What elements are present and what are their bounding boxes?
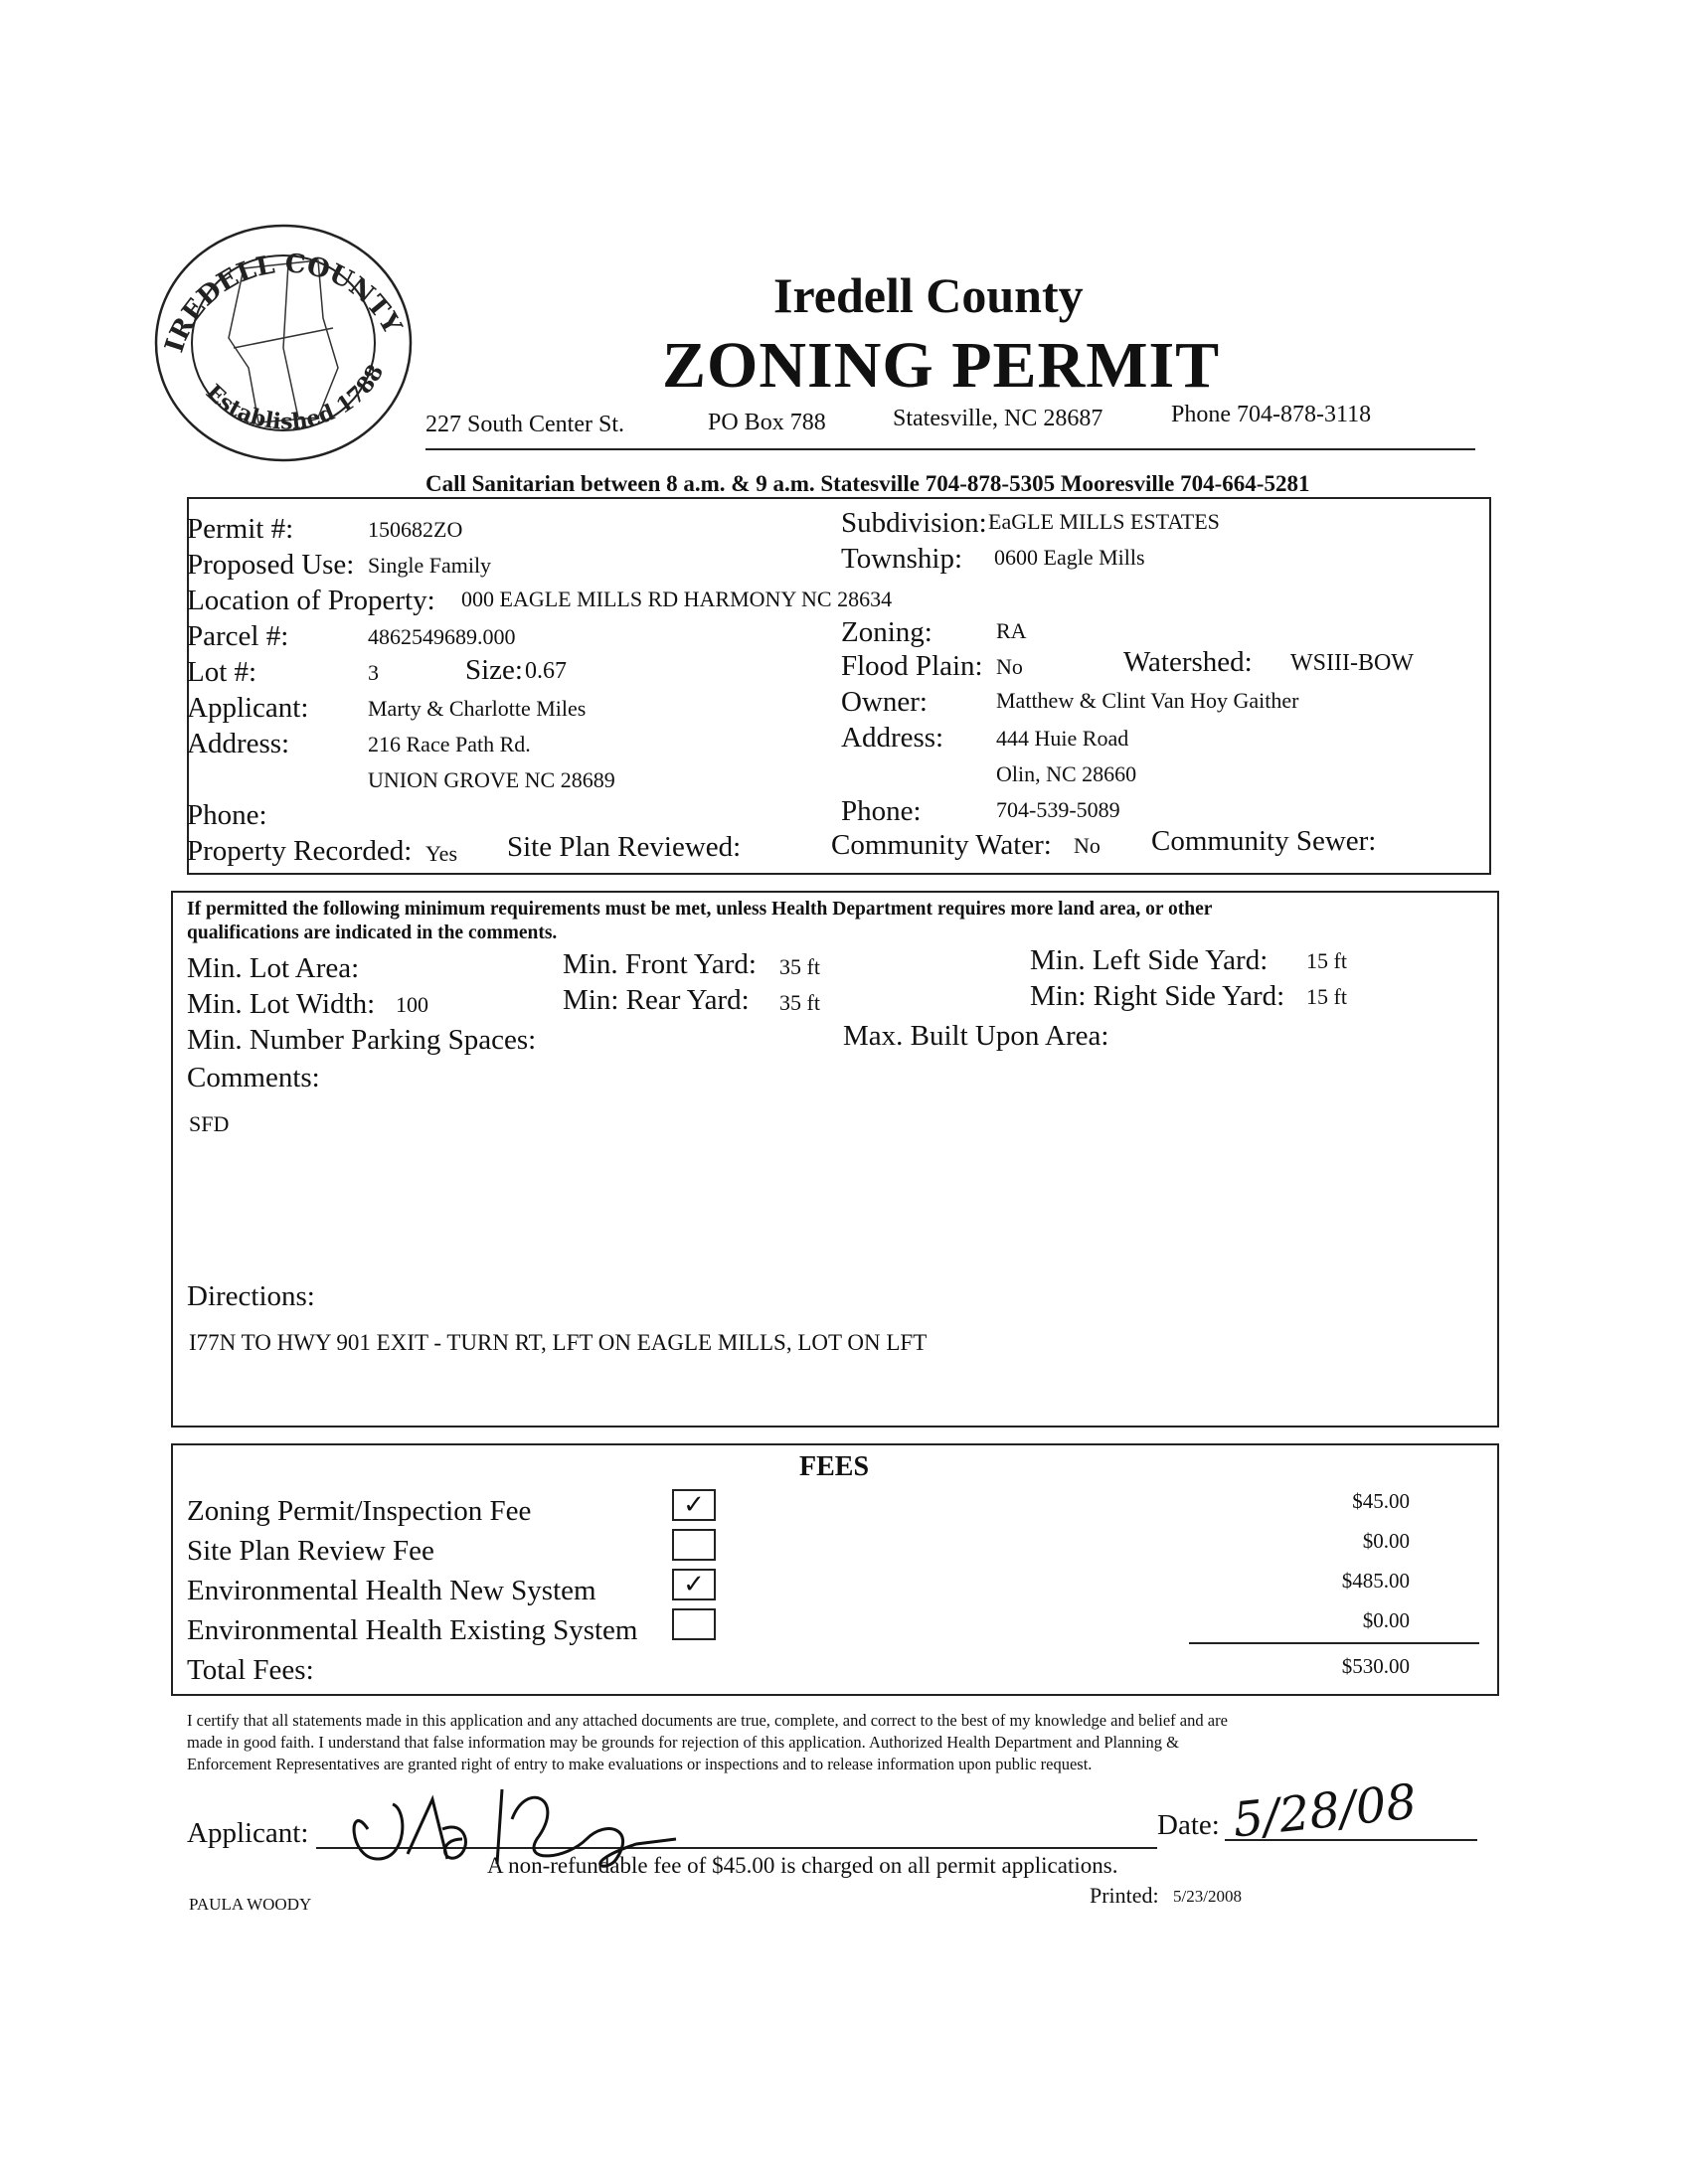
min-parking-label: Min. Number Parking Spaces: xyxy=(187,1024,537,1056)
zoning-label: Zoning: xyxy=(841,616,932,648)
min-front-yard-label: Min. Front Yard: xyxy=(563,948,757,980)
header-rule xyxy=(425,448,1475,450)
community-water-value: No xyxy=(1074,833,1101,858)
proposed-use-label: Proposed Use: xyxy=(187,549,355,581)
permit-number-value: 150682ZO xyxy=(368,517,463,542)
lot-value: 3 xyxy=(368,660,379,685)
fee-label: Environmental Health New System xyxy=(187,1575,596,1606)
min-right-side-yard-label: Min: Right Side Yard: xyxy=(1030,980,1285,1012)
applicant-phone-label: Phone: xyxy=(187,799,267,831)
owner-value: Matthew & Clint Van Hoy Gaither xyxy=(996,688,1299,713)
directions-value: I77N TO HWY 901 EXIT - TURN RT, LFT ON EAGLE MILLS, LOT ON LFT xyxy=(189,1330,928,1355)
total-fees-label: Total Fees: xyxy=(187,1654,314,1686)
applicant-address-line2: UNION GROVE NC 28689 xyxy=(368,767,615,792)
flood-plain-label: Flood Plain: xyxy=(841,650,983,682)
min-rear-yard-label: Min: Rear Yard: xyxy=(563,984,750,1016)
directions-label: Directions: xyxy=(187,1280,315,1312)
watershed-value: WSIII-BOW xyxy=(1290,650,1414,676)
comments-value: SFD xyxy=(189,1111,230,1136)
permit-number-label: Permit #: xyxy=(187,513,294,545)
office-phone: Phone 704-878-3118 xyxy=(1171,402,1372,427)
owner-address-line2: Olin, NC 28660 xyxy=(996,761,1137,786)
size-label: Size: xyxy=(465,654,523,686)
min-lot-area-label: Min. Lot Area: xyxy=(187,952,360,984)
fee-checkbox[interactable]: ✓ xyxy=(672,1489,716,1521)
page-title: ZONING PERMIT xyxy=(662,329,1221,402)
non-refundable-note: A non-refundable fee of $45.00 is charged on all permit applications. xyxy=(487,1853,1118,1878)
certification-line-3: Enforcement Representatives are granted right of entry to make evaluations or inspections and to release information upon public request. xyxy=(187,1755,1093,1773)
community-water-label: Community Water: xyxy=(831,829,1052,861)
subdivision-value: EaGLE MILLS ESTATES xyxy=(988,509,1220,534)
date-handwritten: 5/28/08 xyxy=(1230,1773,1420,1849)
owner-phone-value: 704-539-5089 xyxy=(996,797,1120,822)
clerk-name: PAULA WOODY xyxy=(189,1895,312,1914)
sanitarian-line: Call Sanitarian between 8 a.m. & 9 a.m. Statesville 704-878-5305 Mooresville 704-664-5281 xyxy=(425,471,1310,496)
min-rear-yard-value: 35 ft xyxy=(779,990,820,1015)
owner-label: Owner: xyxy=(841,686,928,718)
total-fees-value: $530.00 xyxy=(1341,1654,1410,1678)
applicant-value: Marty & Charlotte Miles xyxy=(368,696,587,721)
zoning-value: RA xyxy=(996,618,1027,643)
comments-label: Comments: xyxy=(187,1062,320,1093)
fee-label: Site Plan Review Fee xyxy=(187,1535,434,1567)
city-state: Statesville, NC 28687 xyxy=(893,406,1103,431)
subdivision-label: Subdivision: xyxy=(841,507,987,539)
parcel-value: 4862549689.000 xyxy=(368,624,516,649)
owner-address-line1: 444 Huie Road xyxy=(996,726,1129,751)
fee-amount: $0.00 xyxy=(1362,1608,1410,1632)
min-lot-width-value: 100 xyxy=(396,992,428,1017)
fee-checkbox[interactable]: ✓ xyxy=(672,1569,716,1600)
lot-label: Lot #: xyxy=(187,656,257,688)
fee-amount: $45.00 xyxy=(1352,1489,1410,1513)
requirements-intro-1: If permitted the following minimum requirements must be met, unless Health Department requires more land area, or other xyxy=(187,899,1213,920)
svg-text:Established 1788: Established 1788 xyxy=(200,360,390,435)
min-lot-width-label: Min. Lot Width: xyxy=(187,988,376,1020)
applicant-label: Applicant: xyxy=(187,692,309,724)
proposed-use-value: Single Family xyxy=(368,553,492,578)
fee-checkbox[interactable] xyxy=(672,1529,716,1561)
fee-checkbox[interactable] xyxy=(672,1608,716,1640)
property-recorded-label: Property Recorded: xyxy=(187,835,413,867)
min-left-side-yard-label: Min. Left Side Yard: xyxy=(1030,944,1269,976)
parcel-label: Parcel #: xyxy=(187,620,289,652)
certification-line-1: I certify that all statements made in this application and any attached documents are true, complete, and correct to the best of my knowledge and belief and are xyxy=(187,1711,1228,1730)
size-value: 0.67 xyxy=(525,658,567,684)
fees-title: FEES xyxy=(799,1451,870,1482)
owner-phone-label: Phone: xyxy=(841,795,922,827)
street-address: 227 South Center St. xyxy=(425,412,625,437)
fee-label: Environmental Health Existing System xyxy=(187,1614,638,1646)
min-right-side-yard-value: 15 ft xyxy=(1306,984,1347,1009)
location-value: 000 EAGLE MILLS RD HARMONY NC 28634 xyxy=(461,587,893,611)
fee-amount: $0.00 xyxy=(1362,1529,1410,1553)
owner-address-label: Address: xyxy=(841,722,944,754)
township-value: 0600 Eagle Mills xyxy=(994,545,1145,570)
location-label: Location of Property: xyxy=(187,585,435,616)
site-plan-reviewed-label: Site Plan Reviewed: xyxy=(507,831,742,863)
applicant-address-line1: 216 Race Path Rd. xyxy=(368,732,531,756)
total-rule xyxy=(1189,1642,1479,1644)
min-left-side-yard-value: 15 ft xyxy=(1306,948,1347,973)
certification-line-2: made in good faith. I understand that false information may be grounds for rejection of this application. Authorized Health Department and Planning & xyxy=(187,1733,1179,1752)
county-seal-logo xyxy=(149,219,418,467)
fee-label: Zoning Permit/Inspection Fee xyxy=(187,1495,532,1527)
community-sewer-label: Community Sewer: xyxy=(1151,825,1377,857)
property-recorded-value: Yes xyxy=(425,841,458,866)
svg-text:IREDELL COUNTY: IREDELL COUNTY xyxy=(159,249,408,357)
min-front-yard-value: 35 ft xyxy=(779,954,820,979)
township-label: Township: xyxy=(841,543,963,575)
printed-label: Printed: xyxy=(1090,1883,1159,1908)
watershed-label: Watershed: xyxy=(1123,646,1253,678)
date-label: Date: xyxy=(1157,1809,1220,1841)
applicant-address-label: Address: xyxy=(187,728,290,759)
requirements-intro-2: qualifications are indicated in the comments. xyxy=(187,923,558,943)
flood-plain-value: No xyxy=(996,654,1023,679)
fee-amount: $485.00 xyxy=(1341,1569,1410,1593)
applicant-signature-label: Applicant: xyxy=(187,1817,309,1849)
printed-date: 5/23/2008 xyxy=(1173,1887,1242,1906)
po-box: PO Box 788 xyxy=(708,410,826,435)
county-title: Iredell County xyxy=(773,267,1084,323)
max-built-upon-label: Max. Built Upon Area: xyxy=(843,1020,1109,1052)
